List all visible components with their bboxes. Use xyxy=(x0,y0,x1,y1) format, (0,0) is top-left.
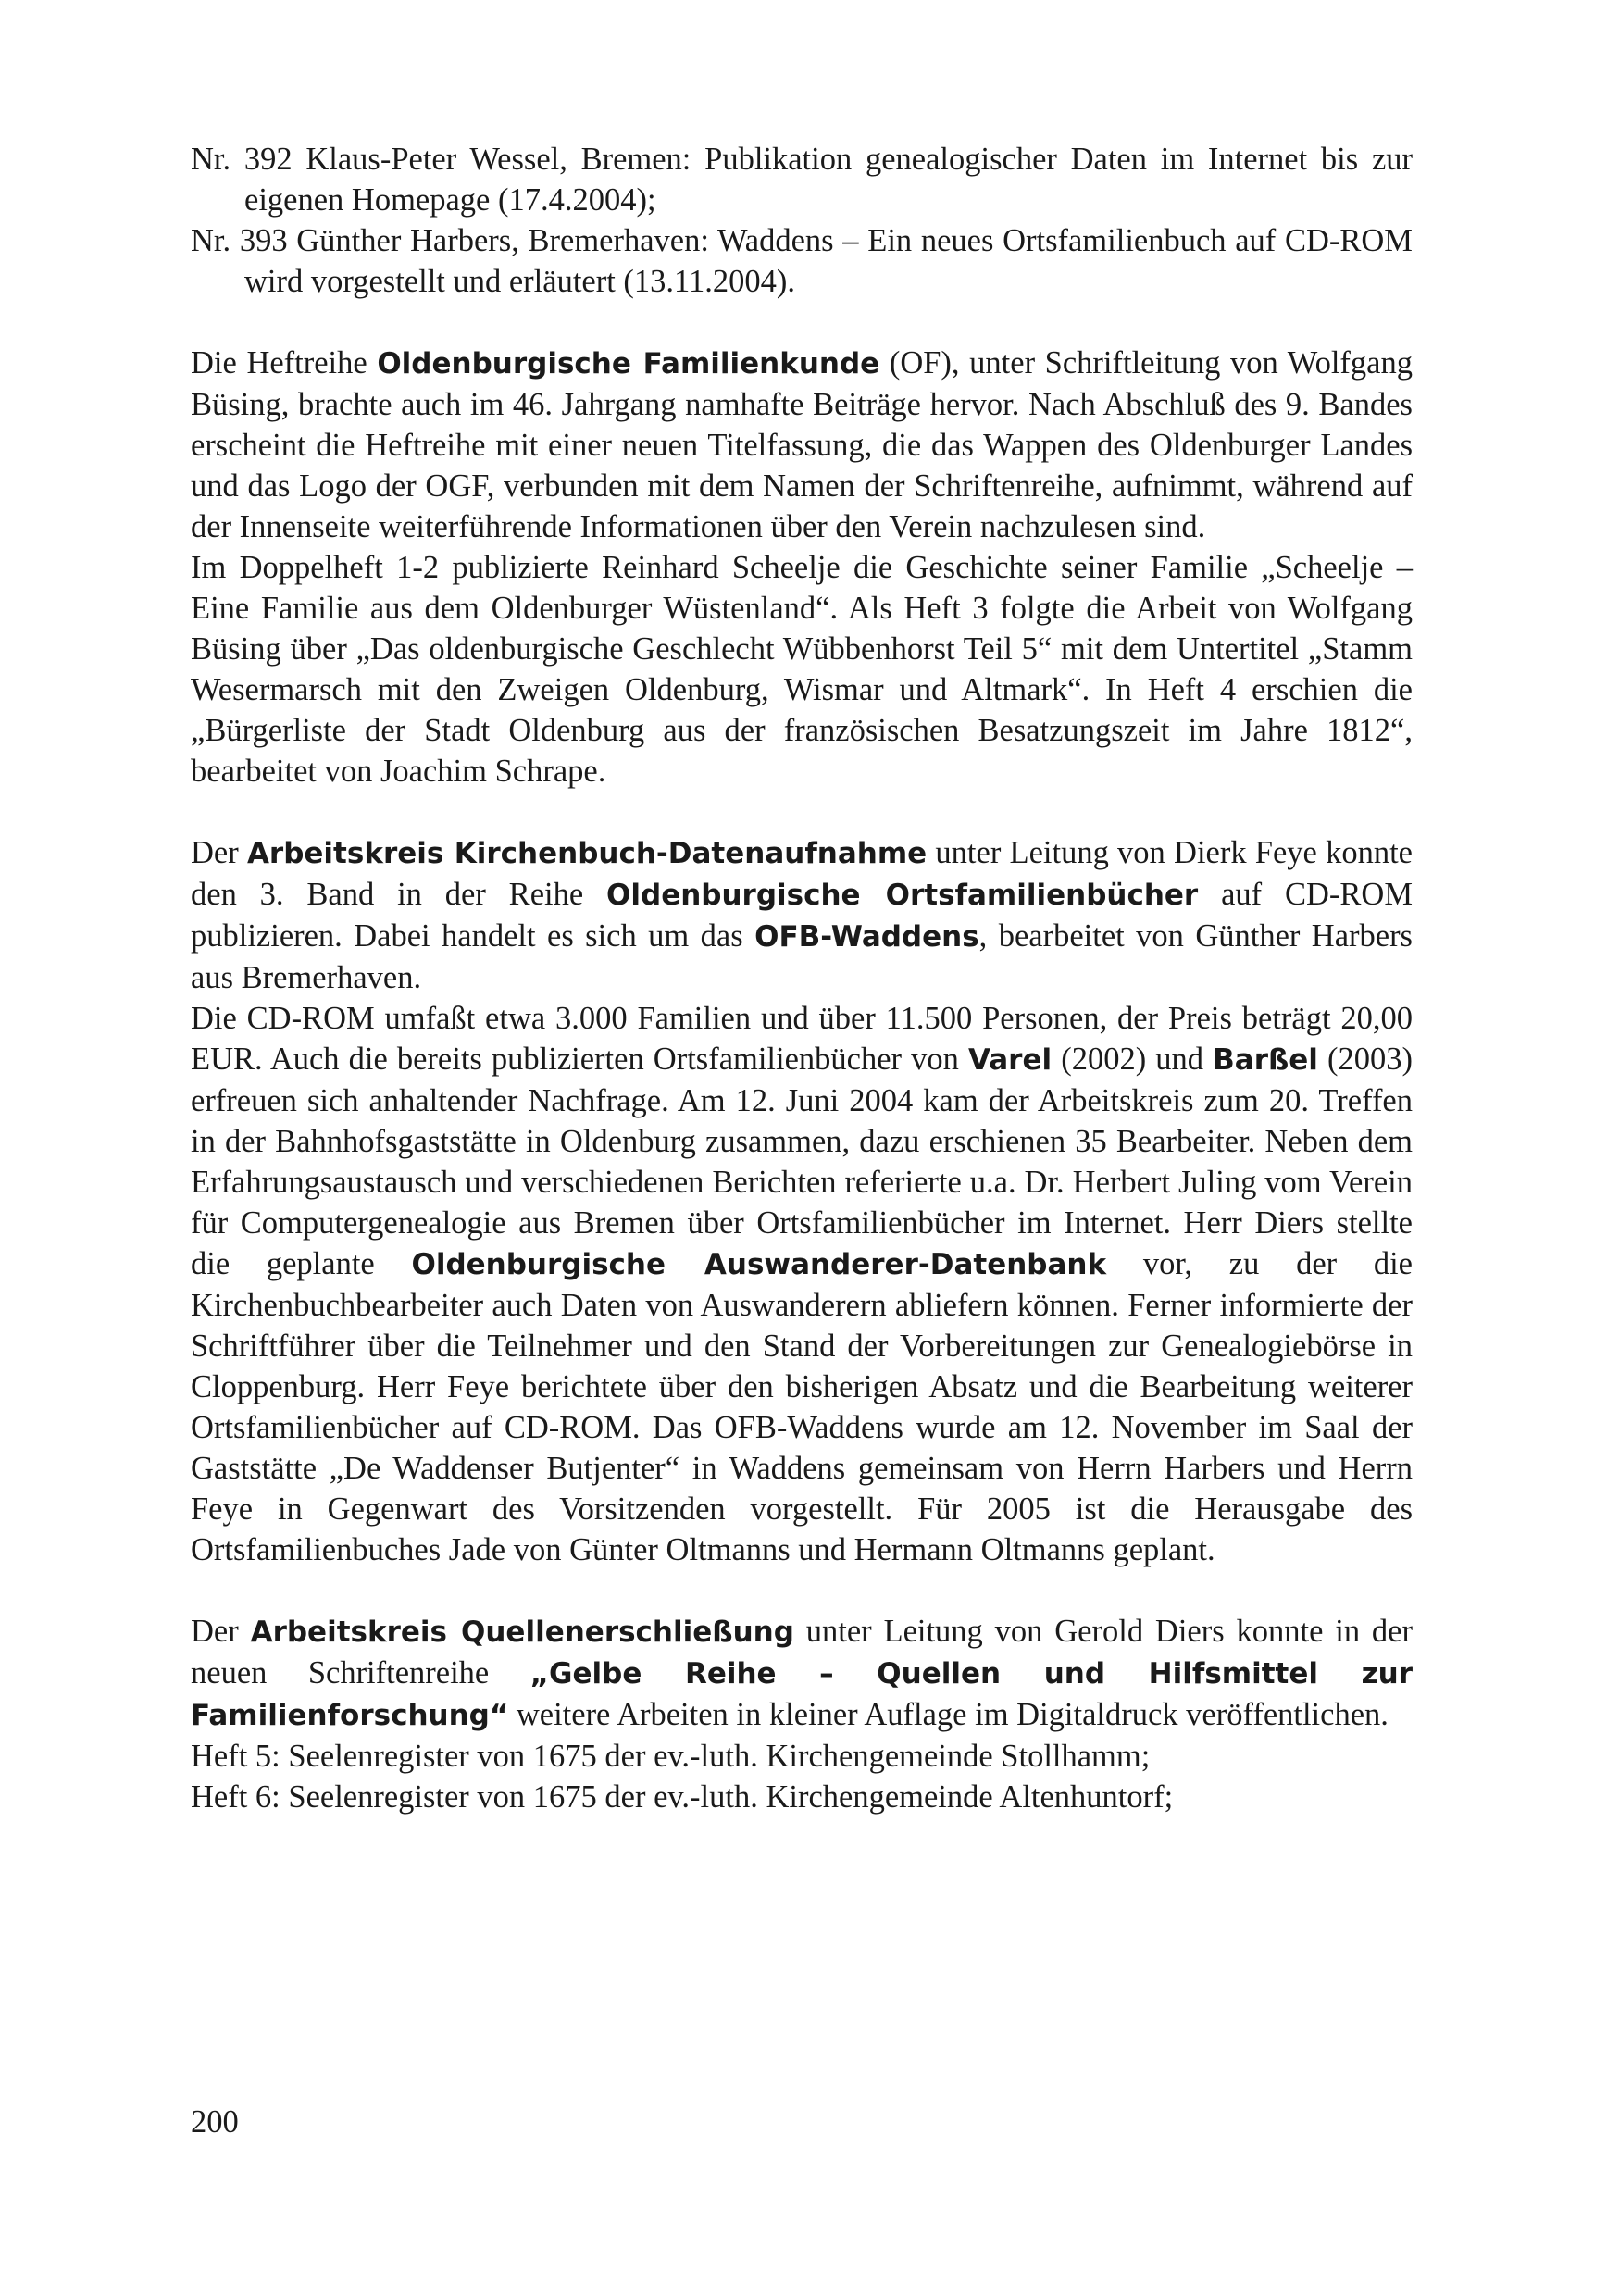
of-paragraph-issues: Im Doppelheft 1-2 publizierte Reinhard Scheelje die Geschichte seiner Familie „Scheelje – Eine Familie aus dem Oldenburger Wüstenland“. Als Heft 3 folgte die Arbeit von Wolfgang Büsing über „Das oldenburgische Geschlecht Wübbenhorst Teil 5“ mit dem Untertitel „Stamm Wesermarsch mit den Zweigen Oldenburg, Wismar und Altmark“. In Heft 4 erschien die „Bürgerliste der Stadt Oldenburg aus der französischen Besatzungszeit im Jahre 1812“, bearbeitet von Joachim Schrape. xyxy=(191,550,1413,789)
lecture-entry-392: Nr. 392 Klaus-Peter Wessel, Bremen: Publikation genealogischer Daten im Internet bis zur eigenen Homepage (17.4.2004); xyxy=(191,142,1413,218)
bold-term-ofb-waddens: OFB-Waddens xyxy=(754,920,979,954)
of-paragraph-intro: Die Heftreihe Oldenburgische Familienkunde (OF), unter Schriftleitung von Wolfgang Büsing, brachte auch im 46. Jahrgang namhafte Beiträge hervor. Nach Abschluß des 9. Bandes erscheint die Heftreihe mit einer neuen Titelfassung, die das Wappen des Oldenburger Landes und das Logo der OGF, verbunden mit dem Namen der Schriftenreihe, aufnimmt, während auf der Innenseite weiterführende Informationen über den Verein nachzulesen sind. xyxy=(191,345,1413,544)
kb-paragraph-intro: Der Arbeitskreis Kirchenbuch-Datenaufnahme unter Leitung von Dierk Feye konnte den 3. Band in der Reihe Oldenburgische Ortsfamilienbücher auf CD-ROM publizieren. Dabei handelt es sich um das OFB-Waddens, bearbeitet von Günther Harbers aus Bremerhaven. xyxy=(191,835,1414,995)
page-body xyxy=(191,139,1413,1817)
bold-term-gelbe-reihe: „Gelbe Reihe – Quellen und Hilfsmittel zur Familienforschung“ xyxy=(191,1657,1413,1732)
bold-term-oldenburgische-familienkunde: Oldenburgische Familienkunde xyxy=(377,347,880,381)
bold-term-arbeitskreis-kirchenbuch: Arbeitskreis Kirchenbuch-Datenaufnahme xyxy=(246,837,928,870)
bold-term-barssel: Barßel xyxy=(1213,1043,1318,1077)
kb-paragraph-details: Die CD-ROM umfaßt etwa 3.000 Familien und über 11.500 Personen, der Preis beträgt 20,00 EUR. Auch die bereits publizierten Ortsfamilienbücher von Varel (2002) und Barßel (2003) erfreuen sich anhaltender Nachfrage. Am 12. Juni 2004 kam der Arbeitskreis zum 20. Treffen in der Bahnhofsgaststätte in Oldenburg zusammen, dazu erschienen 35 Bearbeiter. Neben dem Erfahrungsaustausch und verschiedenen Berichten referierte u.a. Dr. Herbert Juling vom Verein für Computergenealogie aus Bremen über Ortsfamilienbücher im Internet. Herr Diers stellte die geplante Oldenburgische Auswanderer-Datenbank vor, zu der die Kirchenbuchbearbeiter auch Daten von Auswanderern abliefern können. Ferner informierte der Schriftführer über die Teilnehmer und den Stand der Vorbereitungen zur Genealogiebörse in Cloppenburg. Herr Feye berichtete über den bisherigen Absatz und die Bearbeitung weiterer Ortsfamilienbücher auf CD-ROM. Das OFB-Waddens wurde am 12. November im Saal der Gaststätte „De Waddenser Butjenter“ in Waddens gemeinsam von Herrn Harbers und Herrn Feye in Gegenwart des Vorsitzenden vorgestellt. Für 2005 ist die Herausgabe des Ortsfamilienbuches Jade von Günter Oltmanns und Hermann Oltmanns geplant. xyxy=(191,1001,1414,1567)
lecture-entry-393: Nr. 393 Günther Harbers, Bremerhaven: Waddens – Ein neues Ortsfamilienbuch auf CD-ROM wird vorgestellt und erläutert (13.11.2004). xyxy=(191,223,1413,299)
bold-term-auswanderer-datenbank: Oldenburgische Auswanderer-Datenbank xyxy=(411,1248,1107,1281)
page-number: 200 xyxy=(191,2104,239,2140)
qe-paragraph-intro: Der Arbeitskreis Quellenerschließung unter Leitung von Gerold Diers konnte in der neuen Schriftenreihe „Gelbe Reihe – Quellen und Hilfsmittel zur Familienforschung“ weitere Arbeiten in kleiner Auflage im Digitaldruck veröffentlichen. xyxy=(191,1614,1413,1732)
bold-term-varel: Varel xyxy=(967,1043,1053,1077)
bold-term-ortsfamilienbuecher: Oldenburgische Ortsfamilienbücher xyxy=(606,879,1199,912)
qe-heft-5-line: Heft 5: Seelenregister von 1675 der ev.-luth. Kirchengemeinde Stollhamm; xyxy=(191,1739,1151,1774)
qe-heft-6-line: Heft 6: Seelenregister von 1675 der ev.-luth. Kirchengemeinde Altenhuntorf; xyxy=(191,1779,1174,1815)
bold-term-arbeitskreis-quellenerschliessung: Arbeitskreis Quellenerschließung xyxy=(250,1616,794,1649)
